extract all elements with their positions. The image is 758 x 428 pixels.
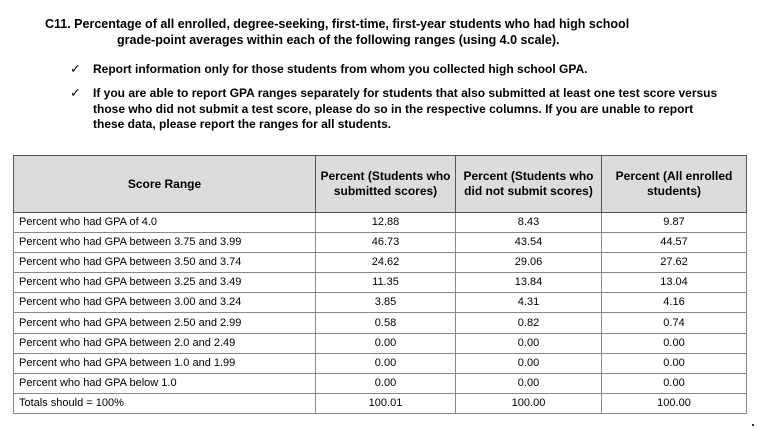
all-enrolled-value: 0.00 <box>602 353 747 373</box>
submitted-value: 11.35 <box>316 273 456 293</box>
row-label: Percent who had GPA between 1.0 and 1.99 <box>14 353 316 373</box>
totals-row <box>14 393 747 413</box>
instruction-text: Report information only for those students from whom you collected high school GPA. <box>93 62 588 76</box>
all-enrolled-value: 0.00 <box>602 373 747 393</box>
submitted-value: 46.73 <box>316 233 456 253</box>
instruction-1 <box>70 62 720 78</box>
table-header-row <box>14 156 747 213</box>
submitted-value: 0.00 <box>316 353 456 373</box>
row-label: Percent who had GPA of 4.0 <box>14 213 316 233</box>
row-label: Percent who had GPA between 3.50 and 3.74 <box>14 253 316 273</box>
row-label: Percent who had GPA between 2.50 and 2.99 <box>14 313 316 333</box>
submitted-value: 3.85 <box>316 293 456 313</box>
table-row <box>14 373 747 393</box>
table-body <box>14 213 747 414</box>
submitted-value: 0.00 <box>316 373 456 393</box>
table-row <box>14 293 747 313</box>
all-enrolled-value: 0.74 <box>602 313 747 333</box>
question-title <box>45 16 705 48</box>
not-submitted-value: 0.00 <box>456 373 602 393</box>
header-submitted: Percent (Students who submitted scores) <box>316 156 456 213</box>
submitted-value: 0.58 <box>316 313 456 333</box>
header-score-range: Score Range <box>14 156 316 213</box>
all-enrolled-value: 44.57 <box>602 233 747 253</box>
row-label: Percent who had GPA between 2.0 and 2.49 <box>14 333 316 353</box>
all-enrolled-value: 27.62 <box>602 253 747 273</box>
title-line-2: grade-point averages within each of the following ranges (using 4.0 scale). <box>117 33 560 47</box>
all-enrolled-value: 13.04 <box>602 273 747 293</box>
totals-label: Totals should = 100% <box>14 393 316 413</box>
row-label: Percent who had GPA between 3.25 and 3.49 <box>14 273 316 293</box>
not-submitted-total: 100.00 <box>456 393 602 413</box>
not-submitted-value: 13.84 <box>456 273 602 293</box>
table-row <box>14 273 747 293</box>
submitted-value: 24.62 <box>316 253 456 273</box>
table-row <box>14 233 747 253</box>
not-submitted-value: 0.00 <box>456 353 602 373</box>
all-enrolled-value: 9.87 <box>602 213 747 233</box>
row-label: Percent who had GPA below 1.0 <box>14 373 316 393</box>
table-row <box>14 213 747 233</box>
instruction-2 <box>70 86 720 133</box>
checkmark-icon: ✓ <box>70 85 81 100</box>
all-enrolled-value: 0.00 <box>602 333 747 353</box>
not-submitted-value: 0.00 <box>456 333 602 353</box>
row-label: Percent who had GPA between 3.75 and 3.99 <box>14 233 316 253</box>
submitted-value: 12.88 <box>316 213 456 233</box>
submitted-value: 0.00 <box>316 333 456 353</box>
not-submitted-value: 43.54 <box>456 233 602 253</box>
not-submitted-value: 4.31 <box>456 293 602 313</box>
table-row <box>14 313 747 333</box>
not-submitted-value: 29.06 <box>456 253 602 273</box>
not-submitted-value: 8.43 <box>456 213 602 233</box>
table-row <box>14 353 747 373</box>
all-enrolled-value: 4.16 <box>602 293 747 313</box>
header-not-submitted: Percent (Students who did not submit scores) <box>456 156 602 213</box>
title-line-1: C11. Percentage of all enrolled, degree-seeking, first-time, first-year students who had high school <box>45 17 630 31</box>
row-label: Percent who had GPA between 3.00 and 3.24 <box>14 293 316 313</box>
table-row <box>14 253 747 273</box>
header-all-enrolled: Percent (All enrolled students) <box>602 156 747 213</box>
gpa-range-table <box>13 155 747 414</box>
checkmark-icon: ✓ <box>70 61 81 76</box>
submitted-total: 100.01 <box>316 393 456 413</box>
not-submitted-value: 0.82 <box>456 313 602 333</box>
table-row <box>14 333 747 353</box>
all-enrolled-total: 100.00 <box>602 393 747 413</box>
instruction-text: If you are able to report GPA ranges separately for students that also submitted at least one test score versus those who did not submit a test score, please do so in the respective columns. If you are unable to report these data, please report the ranges for all students. <box>93 86 718 131</box>
page-corner-mark <box>752 424 754 426</box>
